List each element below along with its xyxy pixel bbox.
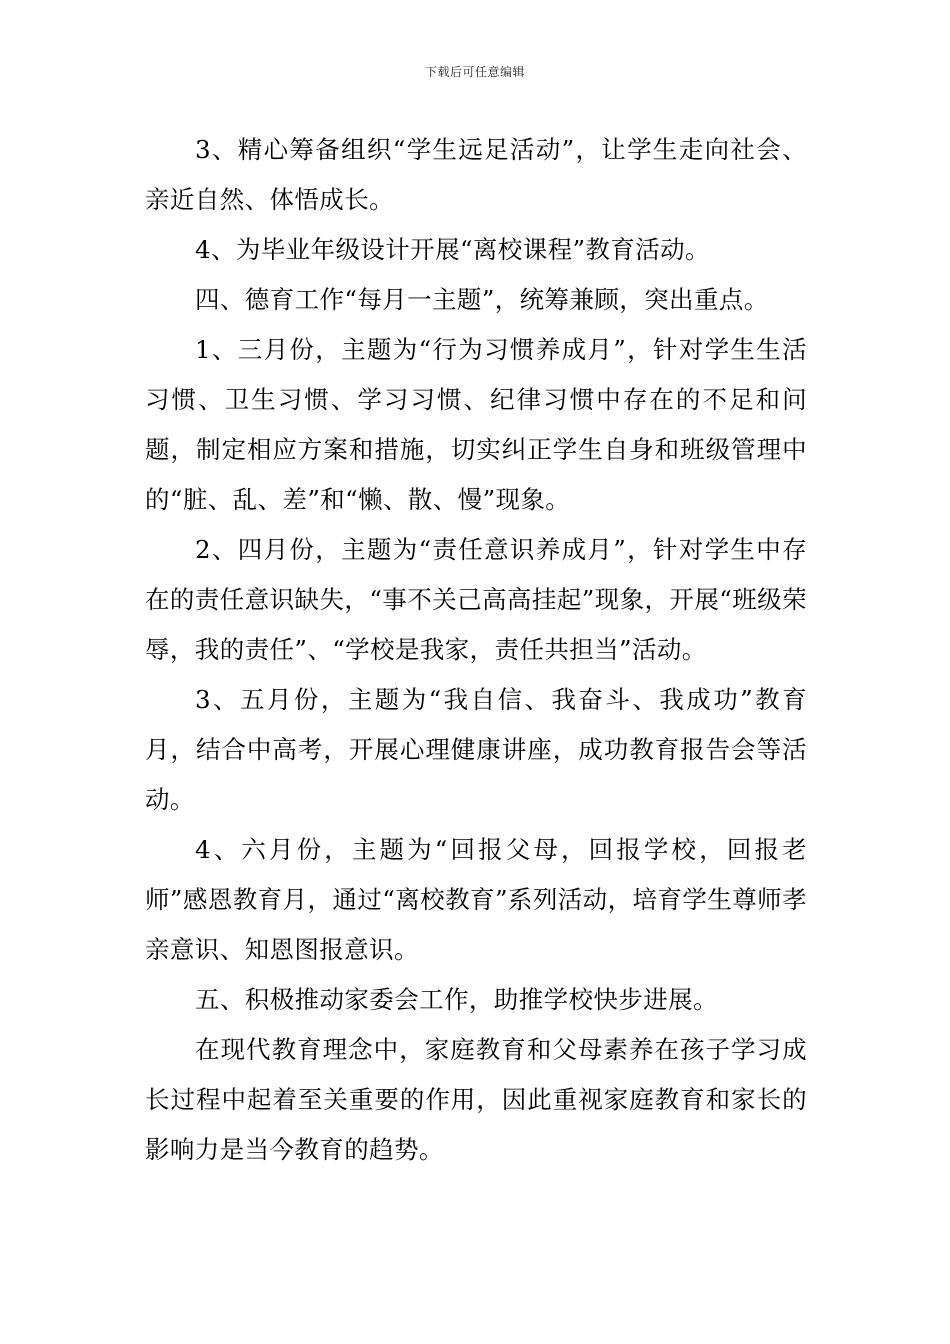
document-body	[145, 125, 807, 1175]
paragraph-april: 2、四月份，主题为“责任意识养成月”，针对学生中存在的责任意识缺失，“事不关己高高挂起”现象，开展“班级荣辱，我的责任”、“学校是我家，责任共担当”活动。	[145, 535, 807, 664]
paragraph-activity-3: 3、精心筹备组织“学生远足活动”，让学生走向社会、亲近自然、体悟成长。	[145, 135, 807, 214]
paragraph-activity-4: 4、为毕业年级设计开展“离校课程”教育活动。	[195, 235, 710, 264]
paragraph-family-education: 在现代教育理念中，家庭教育和父母素养在孩子学习成长过程中起着至关重要的作用，因此重视家庭教育和家长的影响力是当今教育的趋势。	[145, 1035, 807, 1164]
paragraph-june: 4、六月份，主题为“回报父母，回报学校，回报老师”感恩教育月，通过“离校教育”系列活动，培育学生尊师孝亲意识、知恩图报意识。	[145, 835, 807, 964]
paragraph-march: 1、三月份，主题为“行为习惯养成月”，针对学生生活习惯、卫生习惯、学习习惯、纪律习惯中存在的不足和问题，制定相应方案和措施，切实纠正学生自身和班级管理中的“脏、乱、差”和“懒、散、慢”现象。	[145, 335, 807, 514]
page-header: 下载后可任意编辑	[424, 65, 525, 79]
section-heading-5: 五、积极推动家委会工作，助推学校快步进展。	[195, 985, 718, 1014]
section-heading-4: 四、德育工作“每月一主题”，统筹兼顾，突出重点。	[195, 285, 769, 314]
paragraph-may: 3、五月份，主题为“我自信、我奋斗、我成功”教育月，结合中高考，开展心理健康讲座，成功教育报告会等活动。	[145, 685, 807, 814]
